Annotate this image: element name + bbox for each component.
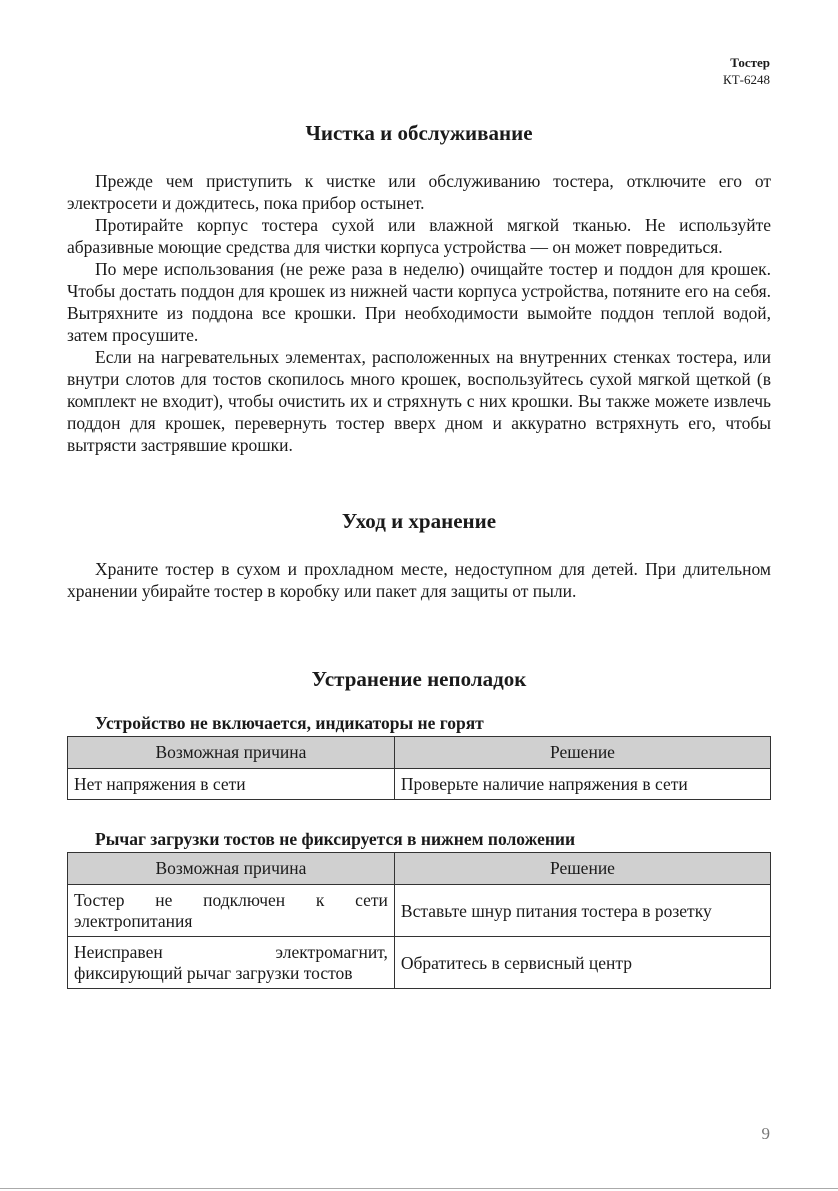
problem-heading: Устройство не включается, индикаторы не горят — [95, 713, 484, 733]
paragraph: Прежде чем приступить к чистке или обслуживанию тостера, отключите его от электросети и дождитесь, пока прибор остынет. — [67, 171, 771, 213]
paragraph: Протирайте корпус тостера сухой или влажной мягкой тканью. Не используйте абразивные моющие средства для чистки корпуса устройства — он может повредиться. — [67, 215, 771, 257]
section-title-troubleshooting: Устранение неполадок — [311, 667, 527, 691]
section-body-cleaning — [67, 170, 771, 456]
cause-cell: Нет напряжения в сети — [68, 769, 395, 800]
cause-cell: Неисправен электромагнит, фиксирующий рычаг загрузки тостов — [68, 937, 395, 989]
column-header-solution: Решение — [394, 853, 770, 885]
product-name: Тостер — [730, 55, 770, 70]
paragraph: Если на нагревательных элементах, расположенных на внутренних стенках тостера, или внутри слотов для тостов скопилось много крошек, воспользуйтесь сухой мягкой щеткой (в комплект не входит), чтобы очистить их и стряхнуть с них крошки. Вы также можете извлечь поддон для крошек, перевернуть тостер вверх дном и аккуратно встряхнуть его, чтобы вытрясти застрявшие крошки. — [67, 347, 771, 455]
solution-cell: Обратитесь в сервисный центр — [394, 937, 770, 989]
page-header — [723, 54, 770, 88]
page-content — [67, 118, 771, 989]
section-body-storage — [67, 558, 771, 602]
page-bottom-divider — [0, 1188, 838, 1189]
troubleshooting-table — [67, 852, 771, 989]
table-header-row — [68, 853, 771, 885]
column-header-cause: Возможная причина — [68, 853, 395, 885]
paragraph: По мере использования (не реже раза в неделю) очищайте тостер и поддон для крошек. Чтобы достать поддон для крошек из нижней части корпуса устройства, потяните его на себя. Вытряхните из поддона все крошки. При необходимости вымойте поддон теплой водой, затем просушите. — [67, 259, 771, 345]
section-title-cleaning: Чистка и обслуживание — [305, 121, 533, 145]
cause-cell: Тостер не подключен к сети электропитания — [68, 885, 395, 937]
table-row — [68, 885, 771, 937]
paragraph: Храните тостер в сухом и прохладном месте, недоступном для детей. При длительном хранении убирайте тостер в коробку или пакет для защиты от пыли. — [67, 559, 771, 601]
troubleshooting-table — [67, 736, 771, 800]
table-header-row — [68, 737, 771, 769]
solution-cell: Вставьте шнур питания тостера в розетку — [394, 885, 770, 937]
section-title-storage: Уход и хранение — [341, 509, 497, 533]
table-row — [68, 769, 771, 800]
model-number: КТ-6248 — [723, 72, 770, 87]
problem-heading: Рычаг загрузки тостов не фиксируется в нижнем положении — [95, 829, 576, 849]
column-header-cause: Возможная причина — [68, 737, 395, 769]
solution-cell: Проверьте наличие напряжения в сети — [394, 769, 770, 800]
column-header-solution: Решение — [394, 737, 770, 769]
page-number: 9 — [761, 1124, 770, 1143]
table-row — [68, 937, 771, 989]
